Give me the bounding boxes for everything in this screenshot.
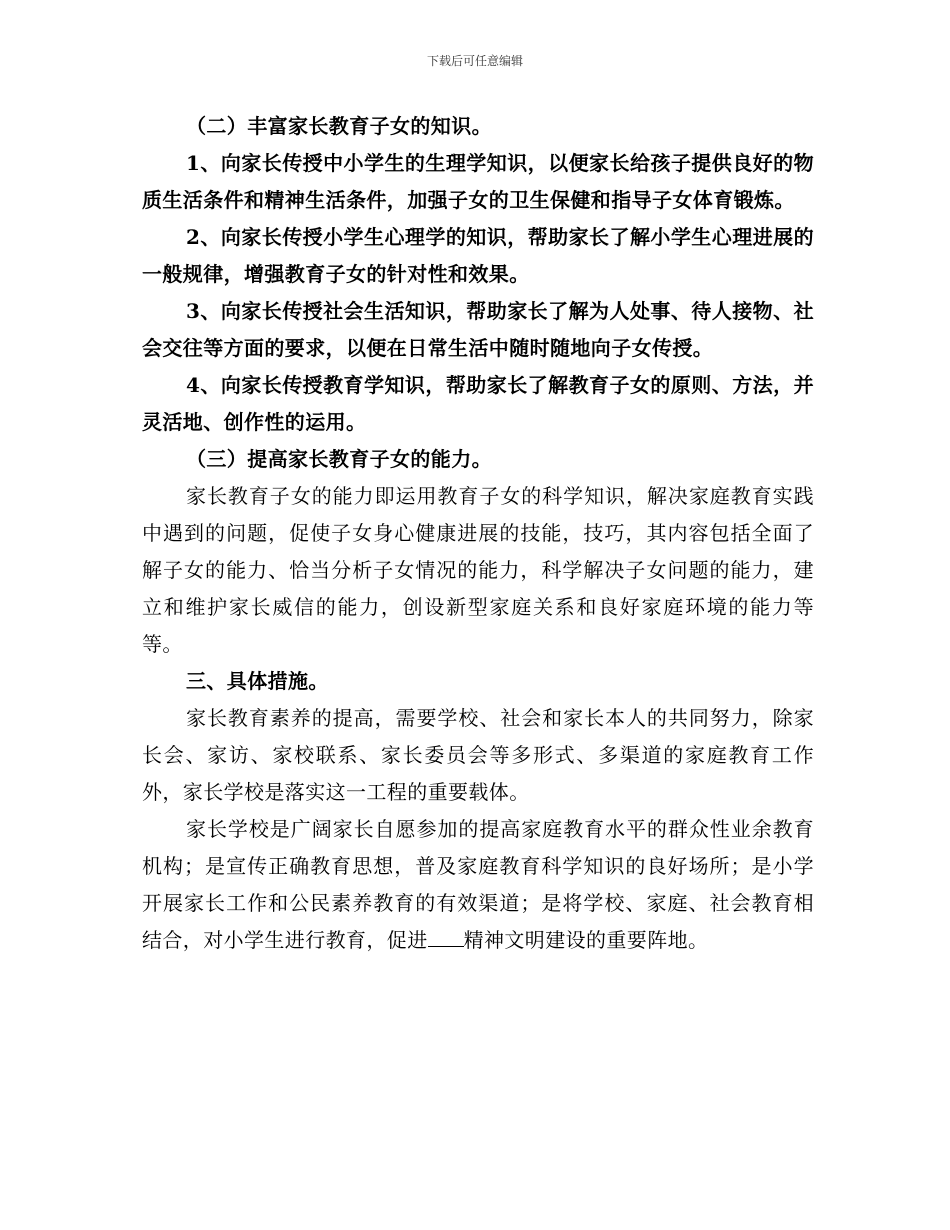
knowledge-item-2: 2、向家长传授小学生心理学的知识，帮助家长了解小学生心理进展的一般规律，增强教育子女的针对性和效果。 <box>142 225 814 286</box>
document-body <box>142 108 814 959</box>
section-heading-ability: （三）提高家长教育子女的能力。 <box>186 447 492 471</box>
ability-paragraph: 家长教育子女的能力即运用教育子女的科学知识，解决家庭教育实践中遇到的问题，促使子女身心健康进展的技能，技巧，其内容包括全面了解子女的能力、恰当分析子女情况的能力，科学解决子女问题的能力，建立和维护家长威信的能力，创设新型家庭关系和良好家庭环境的能力等等。 <box>142 484 814 656</box>
page-header: 下载后可任意编辑 <box>426 54 523 68</box>
section-heading-measures: 三、具体措施。 <box>186 669 329 693</box>
knowledge-item-1: 1、向家长传授中小学生的生理学知识，以便家长给孩子提供良好的物质生活条件和精神生活条件，加强子女的卫生保健和指导子女体育锻炼。 <box>142 151 814 212</box>
measures-paragraph-1: 家长教育素养的提高，需要学校、社会和家长本人的共同努力，除家长会、家访、家校联系、家长委员会等多形式、多渠道的家庭教育工作外，家长学校是落实这一工程的重要载体。 <box>142 706 814 804</box>
knowledge-item-3: 3、向家长传授社会生活知识，帮助家长了解为人处事、待人接物、社会交往等方面的要求，以便在日常生活中随时随地向子女传授。 <box>142 299 814 360</box>
fill-in-blank <box>428 928 464 947</box>
section-heading-knowledge: （二）丰富家长教育子女的知识。 <box>186 114 492 138</box>
measures-paragraph-2-text-b: 精神文明建设的重要阵地。 <box>463 928 709 952</box>
knowledge-item-4: 4、向家长传授教育学知识，帮助家长了解教育子女的原则、方法，并灵活地、创作性的运用。 <box>142 373 814 434</box>
measures-paragraph-2-text-a: 家长学校是广阔家长自愿参加的提高家庭教育水平的群众性业余教育机构；是宣传正确教育思想，普及家庭教育科学知识的良好场所；是小学开展家长工作和公民素养教育的有效渠道；是将学校、家庭、社会教育相结合，对小学生进行教育，促进 <box>142 817 814 952</box>
measures-paragraph-2 <box>142 811 814 959</box>
